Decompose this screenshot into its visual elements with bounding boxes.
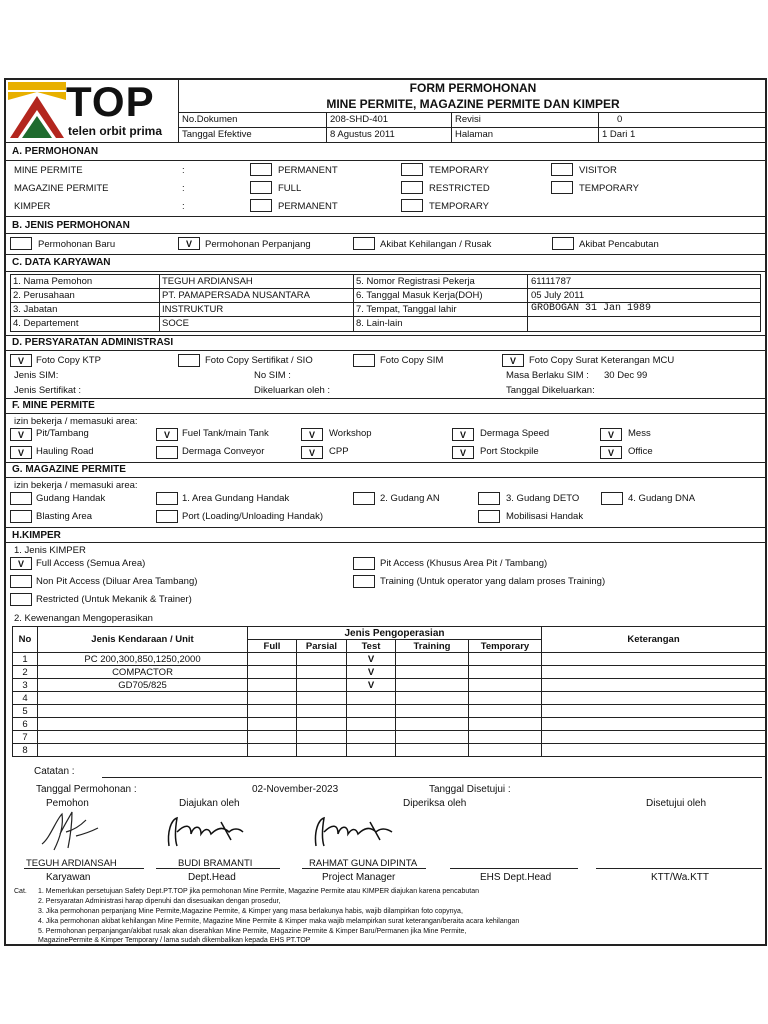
cell-no[interactable]: 2 (13, 666, 38, 679)
g-intro: izin bekerja / memasuki area: (14, 480, 138, 491)
section-h-title: H.KIMPER (12, 530, 61, 541)
signature-diperiksa (306, 810, 406, 854)
section-d-title: D. PERSYARATAN ADMINISTRASI (12, 337, 174, 348)
d-jenis-sertifikat-label: Jenis Sertifikat : (14, 385, 82, 396)
cell-test[interactable] (347, 705, 396, 718)
f-intro: izin bekerja / memasuki area: (14, 416, 138, 427)
permit-form (4, 78, 767, 946)
cell-no[interactable]: 6 (13, 718, 38, 731)
a-magazine-restricted-label: RESTRICTED (429, 183, 490, 194)
h-restricted-label: Restricted (Untuk Mekanik & Trainer) (36, 594, 192, 605)
f-cpp-label: CPP (329, 446, 349, 457)
cell-full[interactable] (248, 653, 297, 666)
cell-unit[interactable]: GD705/825 (38, 679, 248, 692)
a-kimper-permanent-checkbox[interactable] (250, 199, 272, 212)
position-dept-head: Dept.Head (188, 872, 236, 883)
revisi-value: 0 (617, 114, 623, 125)
b-perpanjang-checkbox[interactable]: V (178, 237, 200, 250)
cell-ket[interactable] (542, 718, 766, 731)
a-mine-temporary-label: TEMPORARY (429, 165, 490, 176)
g-gudang-handak-checkbox[interactable] (10, 492, 32, 505)
g-gudang-deto-label: 3. Gudang DETO (506, 493, 580, 504)
c-doh-label: 6. Tanggal Masuk Kerja(DOH) (356, 290, 483, 301)
g-mobilisasi-label: Mobilisasi Handak (506, 511, 584, 522)
d-mcu-checkbox[interactable]: V (502, 354, 524, 367)
cell-no[interactable]: 7 (13, 731, 38, 744)
col-full-header: Full (248, 640, 297, 653)
a-mine-visitor-checkbox[interactable] (551, 163, 573, 176)
col-jenis-header: Jenis Kendaraan / Unit (38, 627, 248, 653)
revisi-label: Revisi (455, 114, 481, 125)
f-office-label: Office (628, 446, 653, 457)
h-training-label: Training (Untuk operator yang dalam proses Training) (380, 576, 606, 587)
c-ttl-label: 7. Tempat, Tanggal lahir (356, 304, 457, 315)
cell-no[interactable]: 1 (13, 653, 38, 666)
cell-temporary[interactable] (469, 653, 542, 666)
a-mine-permanent-checkbox[interactable] (250, 163, 272, 176)
cell-temporary[interactable] (469, 679, 542, 692)
tanggal-efektif-label: Tanggal Efektive (182, 129, 252, 140)
c-lain-label: 8. Lain-lain (356, 318, 403, 329)
cell-temporary[interactable] (469, 705, 542, 718)
cell-training[interactable] (396, 666, 469, 679)
col-temporary-header: Temporary (469, 640, 542, 653)
b-pencabutan-checkbox[interactable] (552, 237, 574, 250)
a-magazine-temporary-checkbox[interactable] (551, 181, 573, 194)
c-nomor-registrasi-value: 61111787 (531, 276, 572, 287)
cell-parsial[interactable] (297, 718, 347, 731)
cell-parsial[interactable] (297, 744, 347, 757)
section-f-title: F. MINE PERMITE (12, 400, 95, 411)
col-test-header: Test (347, 640, 396, 653)
cell-temporary[interactable] (469, 731, 542, 744)
cell-unit[interactable] (38, 692, 248, 705)
colon: : (182, 201, 185, 212)
c-jabatan-label: 3. Jabatan (13, 304, 58, 315)
cell-training[interactable] (396, 705, 469, 718)
c-nama-value: TEGUH ARDIANSAH (162, 276, 253, 287)
h-kewenangan-title: 2. Kewenangan Mengoperasikan (14, 613, 153, 624)
position-project-manager: Project Manager (322, 872, 396, 883)
h-full-access-checkbox[interactable]: V (10, 557, 32, 570)
cell-temporary[interactable] (469, 744, 542, 757)
table-row (13, 718, 766, 731)
b-kehilangan-label: Akibat Kehilangan / Rusak (380, 239, 492, 250)
f-dermaga-speed-checkbox[interactable]: V (452, 428, 474, 441)
table-row (13, 666, 766, 679)
cell-no[interactable]: 3 (13, 679, 38, 692)
g-gudang-dna-checkbox[interactable] (601, 492, 623, 505)
cell-test[interactable] (347, 731, 396, 744)
logo-text: TOP (66, 78, 155, 125)
a-kimper-temporary-checkbox[interactable] (401, 199, 423, 212)
c-departement-label: 4. Departement (13, 318, 79, 329)
table-row (13, 731, 766, 744)
cell-test[interactable]: V (347, 666, 396, 679)
c-nama-label: 1. Nama Pemohon (13, 276, 93, 287)
cell-temporary[interactable] (469, 692, 542, 705)
a-kimper-permanent-label: PERMANENT (278, 201, 338, 212)
c-perusahaan-label: 2. Perusahaan (13, 290, 75, 301)
f-conveyor-checkbox[interactable] (156, 446, 178, 459)
f-stockpile-checkbox[interactable]: V (452, 446, 474, 459)
f-hauling-checkbox[interactable]: V (10, 446, 32, 459)
section-g-title: G. MAGAZINE PERMITE (12, 464, 126, 475)
note-1: 1. Memerlukan persetujuan Safety Dept.PT.TOP jika permohonan Mine Permite, Magazine Permite atau KIMPER diajukan karena pencabutan (38, 888, 479, 895)
f-cpp-checkbox[interactable]: V (301, 446, 323, 459)
kewenangan-table (12, 626, 766, 757)
halaman-value: 1 Dari 1 (602, 129, 636, 140)
cell-unit[interactable]: COMPACTOR (38, 666, 248, 679)
b-perpanjang-label: Permohonan Perpanjang (205, 239, 311, 250)
role-pemohon: Pemohon (46, 798, 89, 809)
g-mobilisasi-checkbox[interactable] (478, 510, 500, 523)
f-fuel-checkbox[interactable]: V (156, 428, 178, 441)
g-port-loading-label: Port (Loading/Unloading Handak) (182, 511, 324, 522)
cell-ket[interactable] (542, 679, 766, 692)
f-mess-label: Mess (628, 428, 651, 439)
colon: : (182, 165, 185, 176)
cell-training[interactable] (396, 718, 469, 731)
cell-test[interactable]: V (347, 653, 396, 666)
g-gudang-handak-label: Gudang Handak (36, 493, 106, 504)
company-logo (8, 78, 176, 142)
a-kimper-label: KIMPER (14, 201, 51, 212)
table-row (13, 653, 766, 666)
cell-parsial[interactable] (297, 653, 347, 666)
cell-unit[interactable] (38, 705, 248, 718)
catatan-label: Catatan : (34, 766, 75, 777)
form-title-line2: MINE PERMITE, MAGAZINE PERMITE DAN KIMPER (326, 97, 620, 111)
g-area-gundang-label: 1. Area Gundang Handak (182, 493, 290, 504)
g-gudang-an-label: 2. Gudang AN (380, 493, 440, 504)
position-ktt: KTT/Wa.KTT (651, 872, 709, 883)
cell-training[interactable] (396, 744, 469, 757)
d-sertifikat-checkbox[interactable] (178, 354, 200, 367)
g-gudang-deto-checkbox[interactable] (478, 492, 500, 505)
d-ktp-label: Foto Copy KTP (36, 355, 101, 366)
g-blasting-checkbox[interactable] (10, 510, 32, 523)
d-sim-label: Foto Copy SIM (380, 355, 444, 366)
d-tanggal-dikeluarkan-label: Tanggal Dikeluarkan: (506, 385, 595, 396)
tanggal-permohonan-value: 02-November-2023 (252, 784, 339, 795)
cell-parsial[interactable] (297, 705, 347, 718)
cell-test[interactable]: V (347, 679, 396, 692)
f-workshop-label: Workshop (329, 428, 372, 439)
col-pengoperasian-header: Jenis Pengoperasian (248, 627, 542, 640)
section-c-title: C. DATA KARYAWAN (12, 257, 111, 268)
h-full-access-label: Full Access (Semua Area) (36, 558, 146, 569)
cell-unit[interactable]: PC 200,300,850,1250,2000 (38, 653, 248, 666)
role-disetujui: Disetujui oleh (646, 798, 707, 809)
cell-ket[interactable] (542, 744, 766, 757)
note-5: 5. Permohonan perpanjangan/akibat rusak akan diserahkan Mine Permite, Magazine Permite & Kimper Baru/Permanen jika Mine Permite, (38, 928, 467, 935)
f-stockpile-label: Port Stockpile (480, 446, 539, 457)
cell-temporary[interactable] (469, 718, 542, 731)
g-gudang-an-checkbox[interactable] (353, 492, 375, 505)
cell-ket[interactable] (542, 731, 766, 744)
cell-full[interactable] (248, 692, 297, 705)
h-non-pit-checkbox[interactable] (10, 575, 32, 588)
d-sim-checkbox[interactable] (353, 354, 375, 367)
table-row (13, 679, 766, 692)
d-dikeluarkan-oleh-label: Dikeluarkan oleh : (254, 385, 331, 396)
g-gudang-dna-label: 4. Gudang DNA (628, 493, 696, 504)
a-mine-temporary-checkbox[interactable] (401, 163, 423, 176)
section-b-title: B. JENIS PERMOHONAN (12, 220, 130, 231)
h-training-checkbox[interactable] (353, 575, 375, 588)
tanggal-permohonan-label: Tanggal Permohonan : (36, 784, 137, 795)
cell-unit[interactable] (38, 731, 248, 744)
col-parsial-header: Parsial (297, 640, 347, 653)
no-dokumen-value: 208-SHD-401 (330, 114, 389, 125)
c-doh-value: 05 July 2011 (531, 290, 585, 301)
section-a-title: A. PERMOHONAN (12, 146, 99, 157)
note-6: MagazinePermite & Kimper Temporary / lama sudah dikembalikan kepada EHS PT.TOP (38, 937, 311, 944)
logo-subtitle: telen orbit prima (68, 124, 163, 138)
f-workshop-checkbox[interactable]: V (301, 428, 323, 441)
cell-no[interactable]: 8 (13, 744, 38, 757)
cell-no[interactable]: 5 (13, 705, 38, 718)
f-pit-checkbox[interactable]: V (10, 428, 32, 441)
cell-no[interactable]: 4 (13, 692, 38, 705)
col-training-header: Training (396, 640, 469, 653)
f-hauling-label: Hauling Road (36, 446, 94, 457)
h-non-pit-label: Non Pit Access (Diluar Area Tambang) (36, 576, 198, 587)
signature-diajukan (161, 810, 256, 854)
a-mine-permite-label: MINE PERMITE (14, 165, 83, 176)
cell-parsial[interactable] (297, 692, 347, 705)
halaman-label: Halaman (455, 129, 494, 140)
f-pit-label: Pit/Tambang (36, 428, 89, 439)
cell-unit[interactable] (38, 744, 248, 757)
b-kehilangan-checkbox[interactable] (353, 237, 375, 250)
role-diajukan: Diajukan oleh (179, 798, 240, 809)
f-dermaga-speed-label: Dermaga Speed (480, 428, 550, 439)
cell-training[interactable] (396, 679, 469, 692)
role-diperiksa: Diperiksa oleh (403, 798, 467, 809)
cell-test[interactable] (347, 718, 396, 731)
a-mine-permanent-label: PERMANENT (278, 165, 338, 176)
a-magazine-full-checkbox[interactable] (250, 181, 272, 194)
d-sertifikat-label: Foto Copy Sertifikat / SIO (205, 355, 313, 366)
note-4: 4. Jika permohonan akibat kehilangan Mine Permite, Magazine Mine Permite & Kimper maka wajib melampirkan surat keterangan/beraita acara kehilangan (38, 918, 520, 925)
table-row (13, 705, 766, 718)
cell-ket[interactable] (542, 666, 766, 679)
name-pemohon: TEGUH ARDIANSAH (26, 858, 117, 869)
cell-full[interactable] (248, 679, 297, 692)
cell-test[interactable] (347, 744, 396, 757)
data-karyawan-grid (10, 274, 761, 332)
cell-temporary[interactable] (469, 666, 542, 679)
cell-parsial[interactable] (297, 666, 347, 679)
f-mess-checkbox[interactable]: V (600, 428, 622, 441)
cell-full[interactable] (248, 731, 297, 744)
name-diajukan: BUDI BRAMANTI (178, 858, 253, 869)
g-area-gundang-checkbox[interactable] (156, 492, 178, 505)
cell-parsial[interactable] (297, 731, 347, 744)
a-kimper-temporary-label: TEMPORARY (429, 201, 490, 212)
a-mine-visitor-label: VISITOR (579, 165, 617, 176)
a-magazine-temporary-label: TEMPORARY (579, 183, 640, 194)
cat-label: Cat. (14, 888, 27, 895)
cell-full[interactable] (248, 705, 297, 718)
cell-ket[interactable] (542, 692, 766, 705)
b-pencabutan-label: Akibat Pencabutan (579, 239, 659, 250)
position-karyawan: Karyawan (46, 872, 91, 883)
col-no-header: No (13, 627, 38, 653)
table-row (13, 692, 766, 705)
no-dokumen-label: No.Dokumen (182, 114, 238, 125)
col-keterangan-header: Keterangan (542, 627, 766, 653)
b-permohonan-baru-checkbox[interactable] (10, 237, 32, 250)
h-jenis-title: 1. Jenis KIMPER (14, 545, 86, 556)
d-mcu-label: Foto Copy Surat Keterangan MCU (529, 355, 675, 366)
cell-test[interactable] (347, 692, 396, 705)
d-ktp-checkbox[interactable]: V (10, 354, 32, 367)
position-ehs-head: EHS Dept.Head (480, 872, 552, 883)
cell-training[interactable] (396, 692, 469, 705)
tanggal-efektif-value: 8 Agustus 2011 (330, 129, 395, 140)
cell-ket[interactable] (542, 653, 766, 666)
cell-full[interactable] (248, 666, 297, 679)
a-magazine-restricted-checkbox[interactable] (401, 181, 423, 194)
cell-ket[interactable] (542, 705, 766, 718)
signature-pemohon (36, 808, 106, 854)
c-jabatan-value: INSTRUKTUR (162, 304, 224, 315)
note-3: 3. Jika permohonan perpanjang Mine Permite,Magazine Permite, & Kimper yang masa berlakunya habis, wajib dilampirkan foto copynya, (38, 908, 463, 915)
h-pit-access-label: Pit Access (Khusus Area Pit / Tambang) (380, 558, 548, 569)
d-jenis-sim-label: Jenis SIM: (14, 370, 59, 381)
cell-parsial[interactable] (297, 679, 347, 692)
g-port-loading-checkbox[interactable] (156, 510, 178, 523)
d-masa-berlaku-label: Masa Berlaku SIM : (506, 370, 589, 381)
colon: : (182, 183, 185, 194)
form-title-line1: FORM PERMOHONAN (409, 81, 537, 95)
c-ttl-value: GROBOGAN 31 Jan 1989 (531, 303, 652, 314)
cell-full[interactable] (248, 744, 297, 757)
d-no-sim-label: No SIM : (254, 370, 291, 381)
cell-full[interactable] (248, 718, 297, 731)
b-permohonan-baru-label: Permohonan Baru (38, 239, 116, 250)
cell-training[interactable] (396, 731, 469, 744)
cell-training[interactable] (396, 653, 469, 666)
f-office-checkbox[interactable]: V (600, 446, 622, 459)
a-magazine-full-label: FULL (278, 183, 302, 194)
c-departement-value: SOCE (162, 318, 189, 329)
cell-unit[interactable] (38, 718, 248, 731)
a-magazine-permite-label: MAGAZINE PERMITE (14, 183, 109, 194)
d-masa-berlaku-value: 30 Dec 99 (604, 370, 648, 381)
logo-mountain-icon (8, 82, 66, 140)
tanggal-disetujui-label: Tanggal Disetujui : (429, 784, 511, 795)
h-restricted-checkbox[interactable] (10, 593, 32, 606)
table-row (13, 744, 766, 757)
f-conveyor-label: Dermaga Conveyor (182, 446, 265, 457)
g-blasting-label: Blasting Area (36, 511, 92, 522)
note-2: 2. Persyaratan Administrasi harap dipenuhi dan disesuaikan dengan prosedur, (38, 898, 281, 905)
c-perusahaan-value: PT. PAMAPERSADA NUSANTARA (162, 290, 310, 301)
f-fuel-label: Fuel Tank/main Tank (182, 428, 269, 439)
name-diperiksa: RAHMAT GUNA DIPINTA (309, 858, 418, 869)
h-pit-access-checkbox[interactable] (353, 557, 375, 570)
c-nomor-registrasi-label: 5. Nomor Registrasi Pekerja (356, 276, 475, 287)
